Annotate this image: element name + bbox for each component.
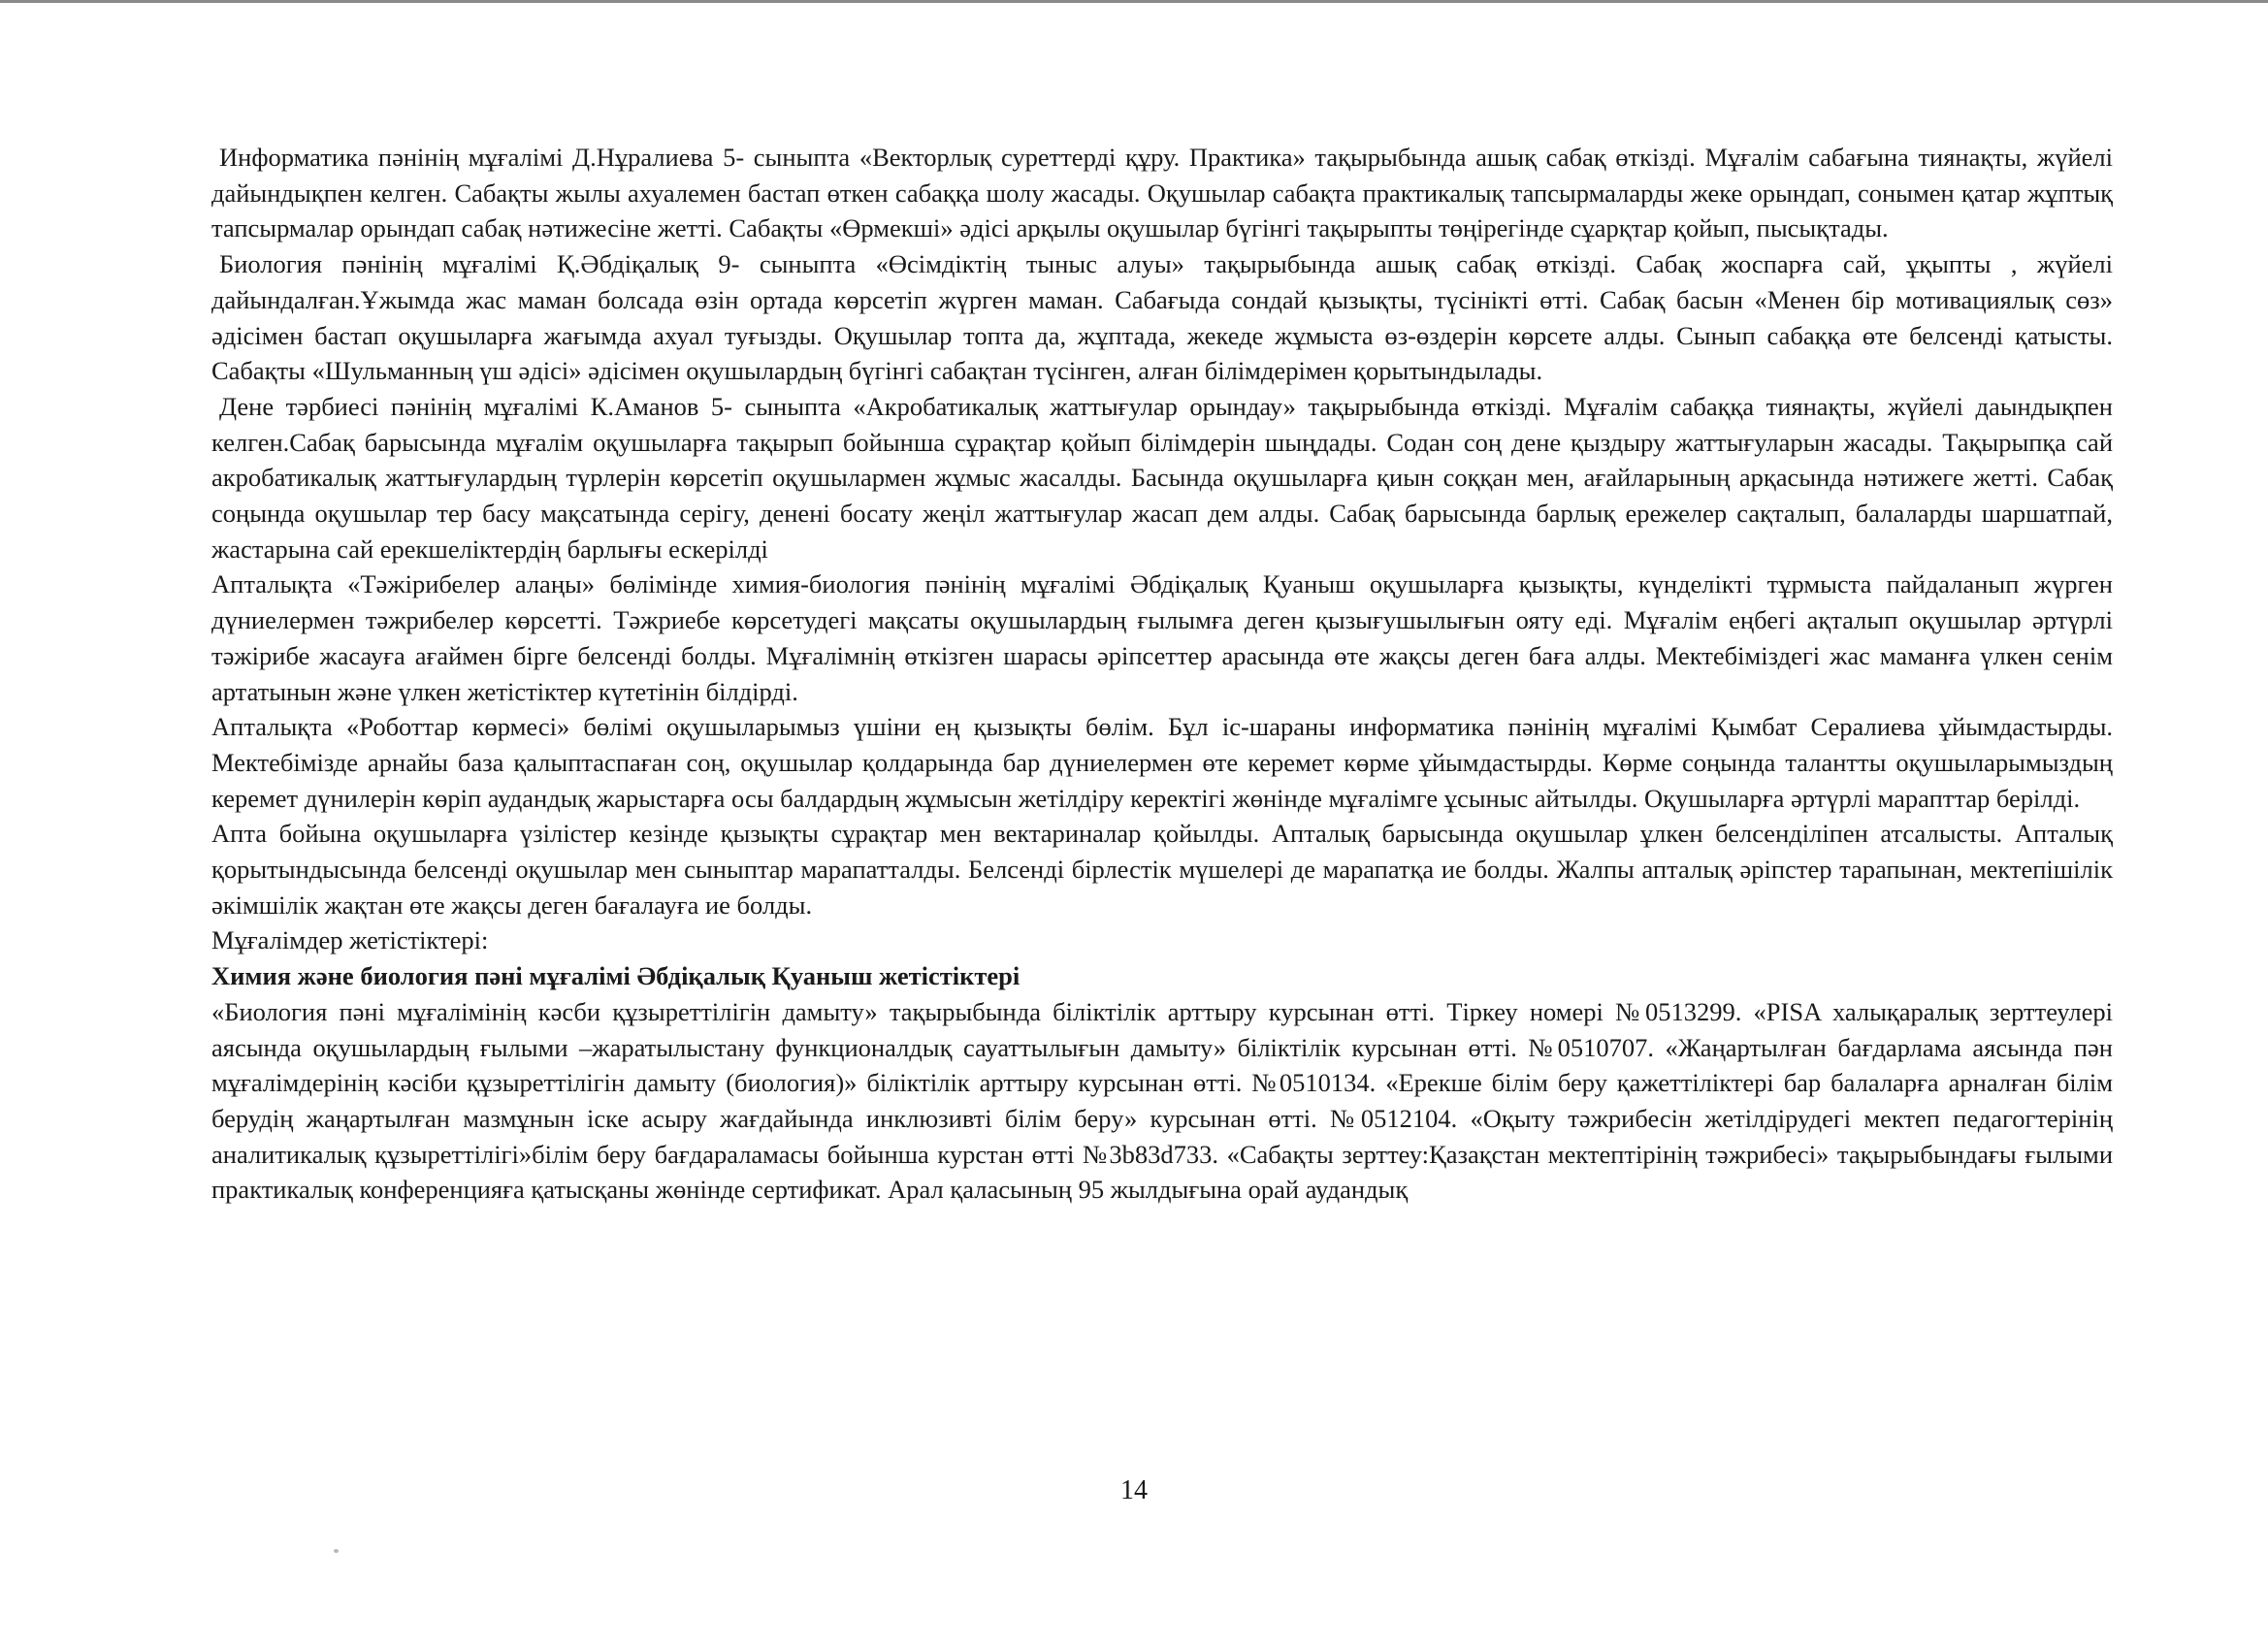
paragraph-achievements-list: «Биология пәні мұғалімінің кәсби құзыреттілігін дамыту» тақырыбында біліктілік арттыру курсынан өтті. Тіркеу номері №0513299. «PISA халықаралық зерттеулері аясында оқушылардың ғылыми –жаратылыстану функционалдық сауаттылығын дамыту» біліктілік курсынан өтті. №0510707. «Жаңартылған бағдарлама аясында пән мұғалімдерінің кәсіби құзыреттілігін дамыту (биология)» біліктілік арттыру курсынан өтті. №0510134. «Ерекше білім беру қажеттіліктері бар балаларға арналған білім берудің жаңартылған мазмұнын іске асыру жағдайында инклюзивті білім беру» курсынан өтті. №0512104. «Оқыту тәжрибесін жетілдірудегі мектеп педагогтерінің аналитикалық құзыреттілігі»білім беру бағдараламасы бойынша курстан өтті №3b83d733. «Сабақты зерттеу:Қазақстан мектептірінің тәжрибесі» тақырыбындағы ғылыми практикалық конференцияға қатысқаны жөнінде сертификат. Арал қаласының 95 жылдығына орай аудандық: [211, 996, 2113, 1205]
paragraph-week-summary: Апта бойына оқушыларға үзілістер кезінде қызықты сұрақтар мен вектариналар қойылды. Апталық барысында оқушылар ұлкен белсенділіпен атсалысты. Апталық қорытындысында белсенді оқушылар мен сыныптар марапатталды. Белсенді бірлестік мүшелері де марапатқа ие болды. Жалпы апталық әріпстер тарапынан, мектепішілік әкімшілік жақтан өте жақсы деген бағалауға ие болды.: [211, 819, 2113, 920]
achievements-heading: Химия және биология пәні мұғалімі Әбдіқалық Қуаныш жетістіктері: [211, 961, 1021, 991]
document-body: [211, 140, 2113, 1208]
scan-speck: [334, 1549, 339, 1553]
paragraph-informatics-lesson: Информатика пәнінің мұғалімі Д.Нұралиева 5- сыныпта «Векторлық суреттерді құру. Практика» тақырыбында ашық сабақ өткізді. Мұғалім сабағына тиянақты, жүйелі дайындықпен келген. Сабақты жылы ахуалемен бастап өткен сабаққа шолу жасады. Оқушылар сабақта практикалық тапсырмаларды жеке орындап, сонымен қатар жұптық тапсырмалар орындап сабақ нәтижесіне жетті. Сабақты «Өрмекші» әдісі арқылы оқушылар бүгінгі тақырыпты төңірегінде сұарқтар қойып, пысықтады.: [211, 143, 2113, 243]
page-number: 14: [1120, 1475, 1148, 1505]
teacher-achievements-label: Мұғалімдер жетістіктері:: [211, 925, 489, 955]
paragraph-robots-exhibition: Апталықта «Роботтар көрмесі» бөлімі оқушыларымыз үшіни ең қызықты бөлім. Бұл іс-шараны информатика пәнінің мұғалімі Қымбат Сералиева ұйымдастырды. Мектебімізде арнайы база қалыптаспаған соң, оқушылар қолдарында бар дүниелермен өте керемет көрме ұйымдастырды. Көрме соңында талантты оқушыларымыздың керемет дүнилерін көріп аудандық жарыстарға осы балдардың жұмысын жетілдіру керектігі жөнінде мұғалімге ұсыныс айтылды. Оқушыларға әртүрлі марапттар берілді.: [211, 712, 2113, 813]
scan-top-edge: [0, 0, 2268, 3]
paragraph-biology-lesson: Биология пәнінің мұғалімі Қ.Әбдіқалық 9- сыныпта «Өсімдіктің тыныс алуы» тақырыбында ашық сабақ өткізді. Сабақ жоспарға сай, ұқыпты , жүйелі дайындалған.Ұжымда жас маман болсада өзін ортада көрсетіп жүрген маман. Сабағыда сондай қызықты, түсінікті өтті. Сабақ басын «Менен бір мотивациялық сөз» әдісімен бастап оқушыларға жағымда ахуал туғызды. Оқушылар топта да, жұптада, жекеде жұмыста өз-өздерін көрсете алды. Сынып сабаққа өте белсенді қатысты. Сабақты «Шульманның үш әдісі» әдісімен оқушылардың бүгінгі сабақтан түсінген, алған білімдерімен қорытындылады.: [211, 249, 2113, 386]
paragraph-experiments-section: Апталықта «Тәжірибелер алаңы» бөлімінде химия-биология пәнінің мұғалімі Әбдіқалық Қуаныш оқушыларға қызықты, күнделікті тұрмыста пайдаланып жүрген дүниелермен тәжрибелер көрсетті. Тәжриебе көрсетудегі мақсаты оқушылардың ғылымға деген қызығушылығын ояту еді. Мұғалім еңбегі ақталып оқушылар әртүрлі тәжірибе жасауға ағаймен бірге белсенді болды. Мұғалімнің өткізген шарасы әріпсеттер арасында өте жақсы деген баға алды. Мектебіміздегі жас маманға үлкен сенім артатынын және үлкен жетістіктер күтетінін білдірді.: [211, 569, 2113, 706]
paragraph-physical-education-lesson: Дене тәрбиесі пәнінің мұғалімі К.Аманов 5- сыныпта «Акробатикалық жаттығулар орындау» тақырыбында өткізді. Мұғалім сабаққа тиянақты, жүйелі даындықпен келген.Сабақ барысында мұғалім оқушыларға тақырып бойынша сұрақтар қойып білімдерін шыңдады. Содан соң дене қыздыру жаттығуларын жасады. Тақырыпқа сай акробатикалық жаттығулардың түрлерін көрсетіп оқушылармен жұмыс жасалды. Басында оқушыларға қиын соққан мен, ағайларының арқасында нәтижеге жетті. Сабақ соңында оқушылар тер басу мақсатында серігу, денені босату жеңіл жаттығулар жасап дем алды. Сабақ барысында барлық ережелер сақталып, балаларды шаршатпай, жастарына сай ерекшеліктердің барлығы ескерілді: [211, 391, 2113, 564]
